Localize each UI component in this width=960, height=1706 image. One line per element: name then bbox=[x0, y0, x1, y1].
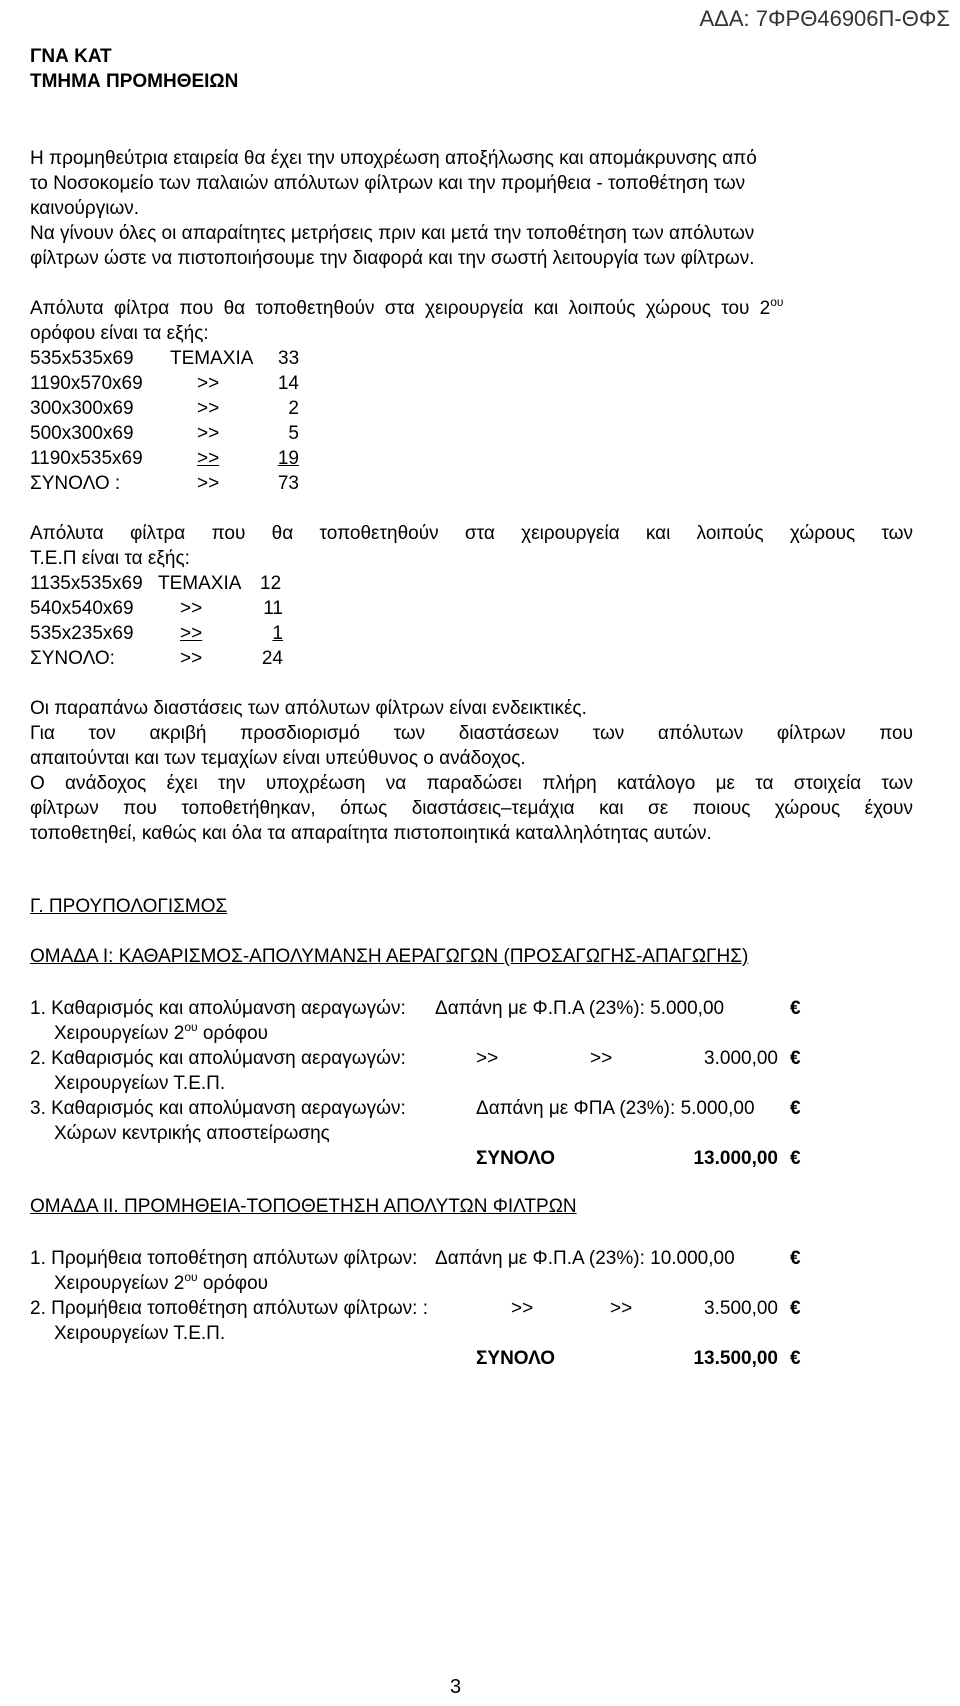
filter-unit: >> bbox=[180, 623, 203, 644]
budget-item bbox=[30, 1296, 930, 1321]
filter-qty: 14 bbox=[277, 373, 299, 394]
hospital-name: ΓΝΑ ΚΑΤ bbox=[30, 46, 112, 67]
euro-icon: € bbox=[790, 1098, 801, 1119]
total-qty: 73 bbox=[277, 473, 299, 494]
filter-qty: 2 bbox=[288, 398, 299, 419]
filter-size: 300x300x69 bbox=[30, 398, 134, 419]
floor2-intro-line bbox=[30, 296, 913, 321]
filter-qty: 19 bbox=[277, 448, 299, 469]
note-line: Οι παραπάνω διαστάσεις των απόλυτων φίλτρων είναι ενδεικτικές. bbox=[30, 698, 587, 719]
total-label: ΣΥΝΟΛΟ bbox=[476, 1348, 556, 1369]
ditto-mark: >> bbox=[476, 1048, 499, 1069]
budget-item bbox=[30, 1046, 930, 1071]
superscript: ου bbox=[184, 1020, 198, 1034]
floor2-filters-intro bbox=[30, 296, 913, 346]
filter-unit: ΤΕΜΑΧΙΑ bbox=[158, 573, 242, 594]
intro-line: το Νοσοκομείο των παλαιών απόλυτων φίλτρων και την προμήθεια - τοποθέτηση των bbox=[30, 173, 746, 194]
budget-item bbox=[30, 1096, 930, 1121]
budget-item-text: 1. Καθαρισμός και απολύμανση αεραγωγών: bbox=[30, 998, 406, 1019]
tep-filters-intro bbox=[30, 521, 913, 571]
intro-line: καινούργιων. bbox=[30, 198, 140, 219]
location-label: Χειρουργείων Τ.Ε.Π. bbox=[54, 1323, 226, 1344]
note-line: απαιτούνται και των τεμαχίων είναι υπεύθυνος ο ανάδοχος. bbox=[30, 748, 526, 769]
location-text bbox=[54, 1271, 268, 1296]
total-label: ΣΥΝΟΛΟ: bbox=[30, 648, 115, 669]
note-line: τοποθετηθεί, καθώς και όλα τα απαραίτητα πιστοποιητικά καταλληλότητας αυτών. bbox=[30, 823, 712, 844]
filter-unit: >> bbox=[197, 473, 220, 494]
total-qty: 24 bbox=[261, 648, 283, 669]
location-text bbox=[54, 1021, 268, 1046]
filter-unit: >> bbox=[197, 423, 220, 444]
euro-icon: € bbox=[790, 1298, 801, 1319]
euro-icon: € bbox=[790, 1248, 801, 1269]
filter-size: 540x540x69 bbox=[30, 598, 134, 619]
filter-qty: 5 bbox=[288, 423, 299, 444]
euro-icon: € bbox=[790, 1148, 801, 1169]
tep-intro-line: Απόλυτα φίλτρα που θα τοποθετηθούν στα χειρουργεία και λοιπούς χώρους των bbox=[30, 523, 913, 544]
budget-item bbox=[30, 996, 930, 1021]
location-label: Χειρουργείων 2 bbox=[54, 1273, 185, 1294]
filter-size: 535x235x69 bbox=[30, 623, 134, 644]
filter-unit: >> bbox=[180, 648, 203, 669]
filter-size: 1190x570x69 bbox=[30, 373, 143, 394]
note-line: Για τον ακριβή προσδιορισμό των διαστάσεων των απόλυτων φίλτρων που bbox=[30, 723, 913, 744]
budget-item bbox=[30, 1246, 930, 1271]
ditto-mark: >> bbox=[590, 1048, 613, 1069]
filter-qty: 12 bbox=[260, 573, 282, 594]
note-line: Ο ανάδοχος έχει την υποχρέωση να παραδώσει πλήρη κατάλογο με τα στοιχεία των bbox=[30, 773, 913, 794]
filter-unit: >> bbox=[197, 448, 220, 469]
location-label: Χειρουργείων Τ.Ε.Π. bbox=[54, 1073, 226, 1094]
filter-qty: 1 bbox=[272, 623, 283, 644]
ada-code: ΑΔΑ: 7ΦΡΘ46906Π-ΘΦΣ bbox=[699, 6, 950, 31]
ditto-mark: >> bbox=[610, 1298, 633, 1319]
budget-item-text: 2. Καθαρισμός και απολύμανση αεραγωγών: bbox=[30, 1048, 406, 1069]
budget-item-text: 2. Προμήθεια τοποθέτηση απόλυτων φίλτρων: : bbox=[30, 1298, 428, 1319]
superscript: ου bbox=[184, 1270, 198, 1284]
ditto-mark: >> bbox=[511, 1298, 534, 1319]
note-line: φίλτρων που τοποθετήθηκαν, όπως διαστάσεις–τεμάχια και σε ποιους χώρους έχουν bbox=[30, 798, 913, 819]
budget-item-amount: 3.500,00 bbox=[704, 1298, 778, 1319]
filter-qty: 11 bbox=[263, 598, 283, 619]
page-number: 3 bbox=[450, 1676, 462, 1698]
total-amount: 13.500,00 bbox=[693, 1348, 778, 1369]
budget-item-cost: Δαπάνη με ΦΠΑ (23%): 5.000,00 bbox=[476, 1098, 755, 1119]
total-amount: 13.000,00 bbox=[693, 1148, 778, 1169]
intro-line: Να γίνουν όλες οι απαραίτητες μετρήσεις πριν και μετά την τοποθέτηση των απόλυτων bbox=[30, 223, 755, 244]
budget-item-cost: Δαπάνη με Φ.Π.Α (23%): 5.000,00 bbox=[435, 998, 725, 1019]
filter-unit: >> bbox=[180, 598, 203, 619]
location-label: ορόφου bbox=[197, 1023, 269, 1044]
department-name: ΤΜΗΜΑ ΠΡΟΜΗΘΕΙΩΝ bbox=[30, 71, 239, 92]
filter-size: 1135x535x69 bbox=[30, 573, 143, 594]
tep-intro-line: Τ.Ε.Π είναι τα εξής: bbox=[30, 548, 190, 569]
location-label: Χειρουργείων 2 bbox=[54, 1023, 185, 1044]
filter-qty: 33 bbox=[278, 348, 300, 369]
euro-icon: € bbox=[790, 1348, 801, 1369]
budget-title: Γ. ΠΡΟΥΠΟΛΟΓΙΣΜΟΣ bbox=[30, 896, 228, 917]
group1-title: ΟΜΑΔΑ Ι: ΚΑΘΑΡΙΣΜΟΣ-ΑΠΟΛΥΜΑΝΣΗ ΑΕΡΑΓΩΓΩΝ (ΠΡΟΣΑΓΩΓΗΣ-ΑΠΑΓΩΓΗΣ) bbox=[30, 946, 749, 967]
filter-unit: >> bbox=[197, 373, 220, 394]
budget-item-cost: Δαπάνη με Φ.Π.Α (23%): 10.000,00 bbox=[435, 1248, 735, 1269]
floor2-intro-line: ορόφου είναι τα εξής: bbox=[30, 323, 209, 344]
group2-total-row bbox=[30, 1346, 930, 1371]
filter-size: 535x535x69 bbox=[30, 348, 134, 369]
notes-paragraph bbox=[30, 696, 913, 846]
euro-icon: € bbox=[790, 1048, 801, 1069]
filter-unit: >> bbox=[197, 398, 220, 419]
total-label: ΣΥΝΟΛΟ : bbox=[30, 473, 121, 494]
budget-item-text: 3. Καθαρισμός και απολύμανση αεραγωγών: bbox=[30, 1098, 406, 1119]
euro-icon: € bbox=[790, 998, 801, 1019]
intro-paragraph bbox=[30, 146, 913, 271]
budget-item-text: 1. Προμήθεια τοποθέτηση απόλυτων φίλτρων: bbox=[30, 1248, 418, 1269]
superscript: ου bbox=[770, 295, 784, 309]
filter-unit: ΤΕΜΑΧΙΑ bbox=[170, 348, 254, 369]
location-label: Χώρων κεντρικής αποστείρωσης bbox=[54, 1123, 330, 1144]
group2-title: ΟΜΑΔΑ ΙΙ. ΠΡΟΜΗΘΕΙΑ-ΤΟΠΟΘΕΤΗΣΗ ΑΠΟΛΥΤΩΝ ΦΙΛΤΡΩΝ bbox=[30, 1196, 577, 1217]
filter-size: 500x300x69 bbox=[30, 423, 134, 444]
budget-item-amount: 3.000,00 bbox=[704, 1048, 778, 1069]
filter-size: 1190x535x69 bbox=[30, 448, 143, 469]
floor2-intro-text: Απόλυτα φίλτρα που θα τοποθετηθούν στα χειρουργεία και λοιπούς χώρους του 2 bbox=[30, 298, 771, 319]
intro-line: φίλτρων ώστε να πιστοποιήσουμε την διαφορά και την σωστή λειτουργία των φίλτρων. bbox=[30, 248, 755, 269]
location-label: ορόφου bbox=[197, 1273, 269, 1294]
total-label: ΣΥΝΟΛΟ bbox=[476, 1148, 556, 1169]
intro-line: Η προμηθεύτρια εταιρεία θα έχει την υποχρέωση αποξήλωσης και απομάκρυνσης από bbox=[30, 148, 757, 169]
group1-total-row bbox=[30, 1146, 930, 1171]
